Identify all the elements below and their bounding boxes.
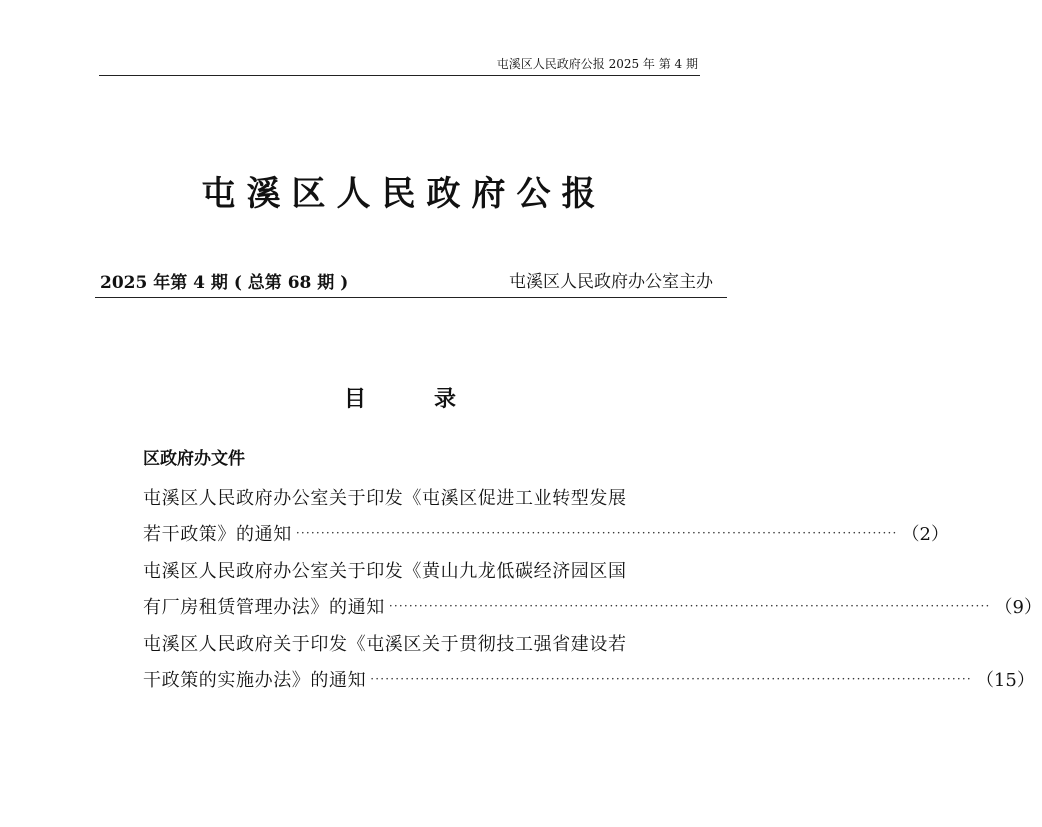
dot-leader: ························································································································ xyxy=(295,526,898,540)
toc-entry[interactable] xyxy=(143,481,949,554)
toc-title xyxy=(0,386,800,414)
toc-title-char-2: 录 xyxy=(434,387,457,412)
issue-number: 2025 年第 4 期 ( 总第 68 期 ) xyxy=(100,273,349,293)
toc-entry-title-line-1: 屯溪区人民政府办公室关于印发《屯溪区促进工业转型发展 xyxy=(143,488,627,509)
toc-entry-title-line-2: 若干政策》的通知 xyxy=(143,524,292,545)
toc-entry-title-line-1: 屯溪区人民政府办公室关于印发《黄山九龙低碳经济园区国 xyxy=(143,561,627,582)
masthead-title: 屯溪区人民政府公报 xyxy=(201,174,607,214)
toc-entry[interactable] xyxy=(143,627,1035,700)
toc-entry-title-line-2: 干政策的实施办法》的通知 xyxy=(143,670,367,691)
issue-divider xyxy=(95,297,727,298)
toc-entry[interactable] xyxy=(143,554,1042,627)
header-divider xyxy=(99,75,700,76)
dot-leader: ························································································································ xyxy=(370,672,972,686)
toc-entry-title-line-1: 屯溪区人民政府关于印发《屯溪区关于贯彻技工强省建设若 xyxy=(143,634,627,655)
section-heading: 区政府办文件 xyxy=(143,449,245,469)
toc-list xyxy=(143,481,1042,700)
toc-entry-page: （2） xyxy=(901,524,949,545)
sponsor-line: 屯溪区人民政府办公室主办 xyxy=(509,272,713,292)
running-header: 屯溪区人民政府公报 2025 年 第 4 期 xyxy=(496,57,698,71)
toc-title-char-1: 目 xyxy=(343,387,366,412)
toc-entry-page: （15） xyxy=(975,670,1035,691)
toc-entry-title-line-2: 有厂房租赁管理办法》的通知 xyxy=(143,597,385,618)
toc-entry-page: （9） xyxy=(994,597,1042,618)
dot-leader: ························································································································ xyxy=(388,599,991,613)
